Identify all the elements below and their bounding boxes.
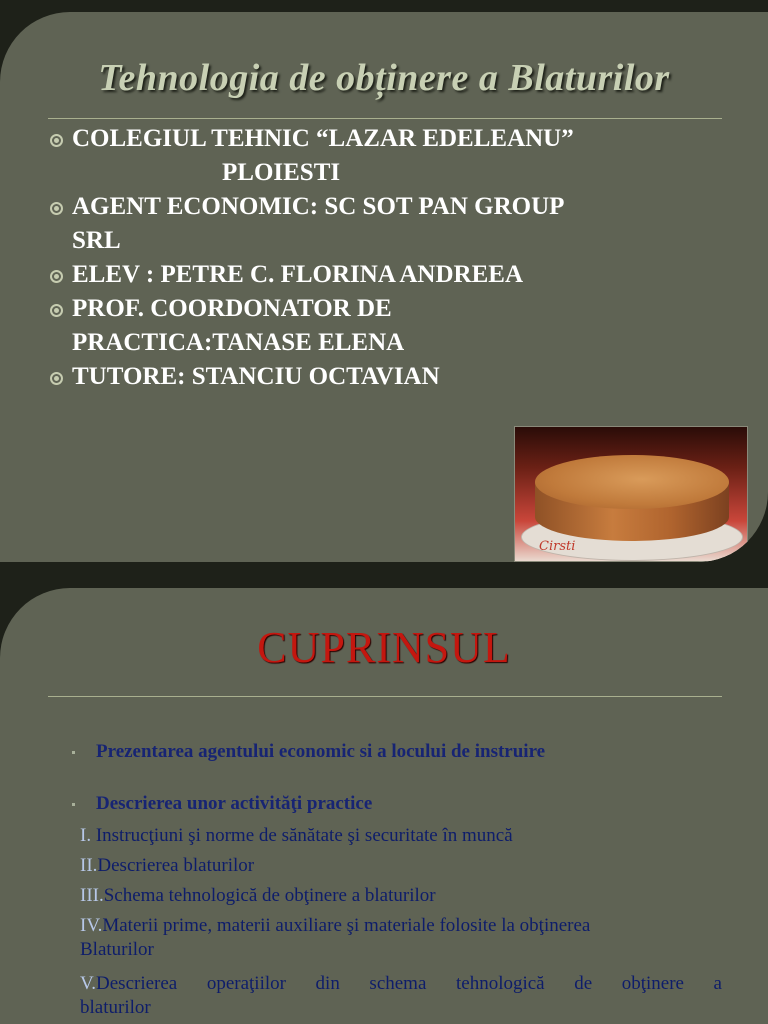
subitem-text: Descrierea blaturilor xyxy=(97,855,255,876)
bullet-agent-line2: SRL xyxy=(72,227,121,254)
subitem-text: Materii prime, materii auxiliare şi materiale folosite la obţinerea xyxy=(102,915,591,936)
bullet-student-line1: ELEV : PETRE C. FLORINA ANDREEA xyxy=(72,261,524,288)
sponge-cake-photo xyxy=(514,426,748,562)
bullet-tutor-line1: TUTORE: STANCIU OCTAVIAN xyxy=(72,363,440,390)
bullet-coordinator-line2: PRACTICA:TANASE ELENA xyxy=(72,329,405,356)
subitem-text: Instrucţiuni şi norme de sănătate şi securitate în muncă xyxy=(91,825,513,846)
slide-contents xyxy=(0,588,768,1024)
contents-item xyxy=(72,792,722,816)
bullet-circle-icon xyxy=(50,270,63,283)
bullet-coordinator xyxy=(48,292,738,360)
slide-title xyxy=(0,12,768,562)
subitem-number: II. xyxy=(80,855,98,876)
subitem-number: IV. xyxy=(80,915,103,936)
bullet-school-line1: COLEGIUL TEHNIC “LAZAR EDELEANU” xyxy=(72,125,574,152)
contents-item-label: Descrierea unor activităţi practice xyxy=(96,793,373,814)
bullet-square-icon xyxy=(72,803,75,806)
subitem-number: III. xyxy=(80,885,104,906)
bullet-school-line2: PLOIESTI xyxy=(222,159,341,186)
subitem-number: I. xyxy=(80,825,92,846)
bullet-agent xyxy=(48,190,738,258)
contents-divider xyxy=(48,696,722,697)
bullet-coordinator-line1: PROF. COORDONATOR DE xyxy=(72,295,392,322)
contents-item-label: Prezentarea agentului economic si a locului de instruire xyxy=(96,741,546,762)
contents-subitem xyxy=(80,884,722,908)
contents-subitem xyxy=(80,914,722,962)
subitem-text: Descrierea operaţiilor din schema tehnologică de obţinere a xyxy=(96,973,722,994)
bullet-circle-icon xyxy=(50,372,63,385)
contents-subitem xyxy=(80,824,722,848)
bullet-square-icon xyxy=(72,751,75,754)
subitem-text: Schema tehnologică de obţinere a blaturilor xyxy=(103,885,436,906)
slide-title-heading: Tehnologia de obținere a Blaturilor xyxy=(98,57,670,99)
bullet-circle-icon xyxy=(50,134,63,147)
contents-heading: CUPRINSUL xyxy=(257,623,511,672)
bullet-tutor xyxy=(48,360,738,394)
contents-item xyxy=(72,740,722,764)
subitem-continuation: Blaturilor xyxy=(80,939,154,960)
subitem-number: V. xyxy=(80,973,97,994)
contents-list xyxy=(72,740,722,816)
bullet-school xyxy=(48,122,738,190)
bullet-circle-icon xyxy=(50,304,63,317)
bullet-agent-line1: AGENT ECONOMIC: SC SOT PAN GROUP xyxy=(72,193,565,220)
bullet-circle-icon xyxy=(50,202,63,215)
bullet-student xyxy=(48,258,738,292)
info-bullet-list xyxy=(48,122,738,394)
subitem-continuation: blaturilor xyxy=(80,997,151,1018)
contents-subitem xyxy=(80,972,722,1020)
cake-top xyxy=(535,455,729,509)
contents-subitem xyxy=(80,854,722,878)
photo-signature: Cirsti xyxy=(539,539,576,554)
title-divider xyxy=(48,118,722,119)
